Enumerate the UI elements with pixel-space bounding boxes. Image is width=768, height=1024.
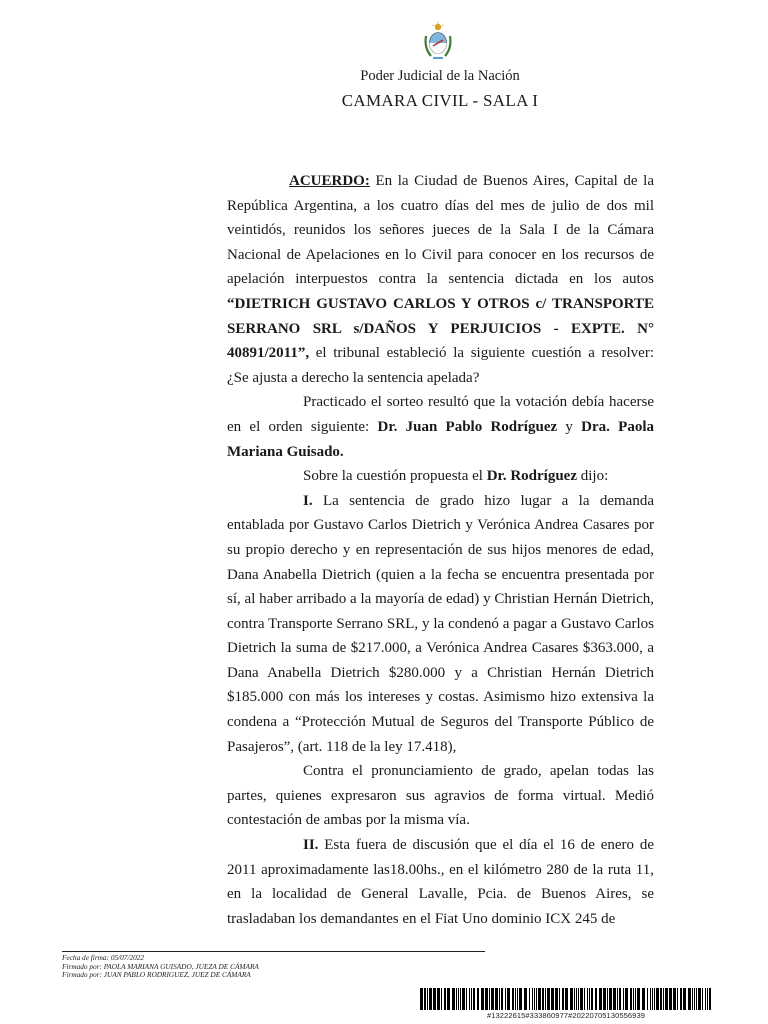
signature-block	[62, 954, 492, 980]
paragraph-agreement	[227, 169, 654, 390]
barcode-bar	[447, 988, 450, 1010]
barcode-bar	[456, 988, 457, 1010]
barcode-bar	[633, 988, 634, 1010]
judge-name-1: Dr. Juan Pablo Rodríguez	[377, 418, 558, 435]
question-text-a: Sobre la cuestión propuesta el	[303, 468, 487, 485]
barcode-bar	[613, 988, 616, 1010]
barcode-bar	[607, 988, 608, 1010]
barcode-bar	[491, 988, 494, 1010]
barcode-bar	[683, 988, 686, 1010]
barcode-text: #13222615#333860977#20220705130556939	[486, 1011, 646, 1020]
barcode-bar	[519, 988, 522, 1010]
paragraph-appeal	[227, 759, 654, 833]
barcode-bar	[505, 988, 506, 1010]
barcode-bar	[420, 988, 423, 1010]
barcode-bar	[441, 988, 442, 1010]
barcode-bar	[705, 988, 706, 1010]
judge-name-speaker: Dr. Rodríguez	[486, 468, 577, 485]
barcode-bar	[707, 988, 708, 1010]
barcode-bar	[469, 988, 470, 1010]
barcode-bar	[609, 988, 612, 1010]
barcode-bar	[471, 988, 472, 1010]
barcode-bar	[532, 988, 533, 1010]
barcode-bar	[576, 988, 577, 1010]
barcode-bar	[688, 988, 691, 1010]
section-1-text: La sentencia de grado hizo lugar a la demanda entablada por Gustavo Carlos Dietrich y Verónica Andrea Casares por su propio derecho y en representación de sus hijos menores de edad, Dana Anabella Dietrich (quien a la fecha se encuentra presentada por sí, al haber arribado a la mayoría de edad) y Christian Hernán Dietrich, contra Transporte Serrano SRL, y la condenó a pagar a Gustavo Carlos Dietrich la suma de $217.000, a Verónica Andrea Casares $363.000, a Dana Anabella Dietrich $280.000 y a Christian Hernán Dietrich $185.000 con más los intereses y costas. Asimismo hizo extensiva la condena a “Protección Mutual de Seguros del Transporte Público de Pasajeros”, (art. 118 de la ley 17.418),	[227, 492, 654, 755]
barcode-bar	[673, 988, 676, 1010]
barcode-bar	[562, 988, 564, 1010]
barcode-bar	[584, 988, 585, 1010]
section-numeral-1: I.	[303, 492, 313, 509]
barcode-bar	[591, 988, 593, 1010]
barcode-bar	[692, 988, 693, 1010]
barcode-bar	[702, 988, 703, 1010]
barcode-bar	[589, 988, 590, 1010]
barcode-bar	[427, 988, 428, 1010]
section-numeral-2: II.	[303, 837, 319, 854]
barcode-bar	[524, 988, 527, 1010]
barcode-bar	[574, 988, 575, 1010]
paragraph-draw	[227, 390, 654, 464]
barcode-bar	[551, 988, 554, 1010]
barcode-bar	[501, 988, 503, 1010]
argentina-coat-of-arms-icon	[421, 22, 455, 62]
barcode-bar	[652, 988, 653, 1010]
barcode-bar	[580, 988, 583, 1010]
barcode-bar	[599, 988, 602, 1010]
barcode-bar	[485, 988, 488, 1010]
agreement-text-a: En la Ciudad de Buenos Aires, Capital de la República Argentina, a los cuatro días del mes de julio de dos mil veintidós, reunidos los señores jueces de la Sala I de la Cámara Nacional de Apelaciones en lo Civil para conocer en los recursos de apelación interpuestos contra la sentencia dictada en los autos	[227, 173, 654, 288]
barcode-bar	[709, 988, 711, 1010]
agreement-label: ACUERDO:	[289, 173, 370, 189]
barcode-bar	[507, 988, 510, 1010]
barcode-bar	[587, 988, 588, 1010]
barcode-bar	[512, 988, 514, 1010]
agreement-text-b: el tribunal estableció la siguiente cuestión a resolver: ¿Se ajusta a derecho la sentencia apelada?	[227, 345, 654, 386]
barcode-bar	[619, 988, 621, 1010]
barcode-bar	[694, 988, 695, 1010]
barcode-bar	[542, 988, 544, 1010]
barcode-bar	[545, 988, 546, 1010]
footer-divider	[62, 951, 485, 952]
barcode-bar	[547, 988, 550, 1010]
barcode-bar	[665, 988, 668, 1010]
barcode-icon	[420, 988, 712, 1010]
barcode-bar	[578, 988, 579, 1010]
barcode-bar	[433, 988, 436, 1010]
barcode-bar	[489, 988, 490, 1010]
chamber-name: CAMARA CIVIL - SALA I	[341, 91, 539, 110]
barcode-bar	[517, 988, 518, 1010]
barcode-bar	[538, 988, 541, 1010]
barcode-bar	[625, 988, 628, 1010]
barcode-bar	[656, 988, 659, 1010]
barcode-bar	[637, 988, 640, 1010]
barcode-bar	[444, 988, 446, 1010]
barcode-bar	[499, 988, 500, 1010]
barcode-bar	[650, 988, 651, 1010]
barcode-bar	[429, 988, 432, 1010]
barcode-bar	[696, 988, 697, 1010]
barcode-bar	[495, 988, 498, 1010]
barcode-bar	[603, 988, 606, 1010]
barcode-bar	[424, 988, 426, 1010]
barcode-bar	[565, 988, 568, 1010]
barcode-bar	[595, 988, 597, 1010]
barcode-bar	[477, 988, 479, 1010]
document-body	[227, 169, 654, 931]
barcode-bar	[481, 988, 484, 1010]
barcode-bar	[680, 988, 682, 1010]
barcode-bar	[623, 988, 624, 1010]
barcode-bar	[654, 988, 655, 1010]
barcode-bar	[458, 988, 459, 1010]
barcode-bar	[669, 988, 672, 1010]
paragraph-section-2	[227, 833, 654, 931]
barcode-bar	[630, 988, 632, 1010]
case-title: “DIETRICH GUSTAVO CARLOS Y OTROS c/ TRANSPORTE SERRANO SRL s/DAÑOS Y PERJUICIOS - EXPTE. N° 40891/2011”,	[227, 295, 654, 362]
barcode-bar	[617, 988, 618, 1010]
barcode-bar	[529, 988, 530, 1010]
barcode-bar	[452, 988, 455, 1010]
barcode-bar	[663, 988, 664, 1010]
barcode-bar	[473, 988, 475, 1010]
signer-1: Firmado por: PAOLA MARIANA GUISADO, JUEZA DE CÁMARA	[62, 961, 259, 971]
barcode-bar	[660, 988, 662, 1010]
barcode-bar	[647, 988, 648, 1010]
barcode-bar	[460, 988, 461, 1010]
barcode-bar	[466, 988, 467, 1010]
barcode-bar	[559, 988, 560, 1010]
paragraph-section-1	[227, 489, 654, 760]
organization-name: Poder Judicial de la Nación	[360, 68, 520, 84]
barcode-bar	[677, 988, 678, 1010]
barcode-bar	[570, 988, 573, 1010]
barcode-bar	[534, 988, 535, 1010]
barcode-bar	[642, 988, 645, 1010]
judge-name-2: Dra. Paola Mariana Guisado.	[227, 418, 654, 460]
question-text-b: dijo:	[576, 468, 609, 485]
signature-date: Fecha de firma: 05/07/2022	[62, 953, 145, 962]
draw-text-b: y	[557, 418, 582, 435]
paragraph-question	[227, 464, 654, 489]
barcode-bar	[698, 988, 701, 1010]
barcode-bar	[515, 988, 516, 1010]
barcode-bar	[635, 988, 636, 1010]
signer-2: Firmado por: JUAN PABLO RODRIGUEZ, JUEZ DE CÁMARA	[62, 970, 251, 980]
draw-text-a: Practicado el sorteo resultó que la votación debía hacerse en el orden siguiente:	[227, 394, 654, 435]
barcode-bar	[555, 988, 558, 1010]
barcode-bar	[536, 988, 537, 1010]
section-2-text: Esta fuera de discusión que el día el 16 de enero de 2011 aproximadamente las18.00hs., en el kilómetro 280 de la ruta 11, en la localidad de General Lavalle, Pcia. de Buenos Aires, se trasladaban los demandantes en el Fiat Uno dominio ICX 245 de	[227, 837, 654, 927]
appeal-text: Contra el pronunciamiento de grado, apelan todas las partes, quienes expresaron sus agravios de forma virtual. Medió contestación de ambas por la misma vía.	[227, 763, 654, 829]
barcode-bar	[462, 988, 465, 1010]
barcode-bar	[437, 988, 440, 1010]
